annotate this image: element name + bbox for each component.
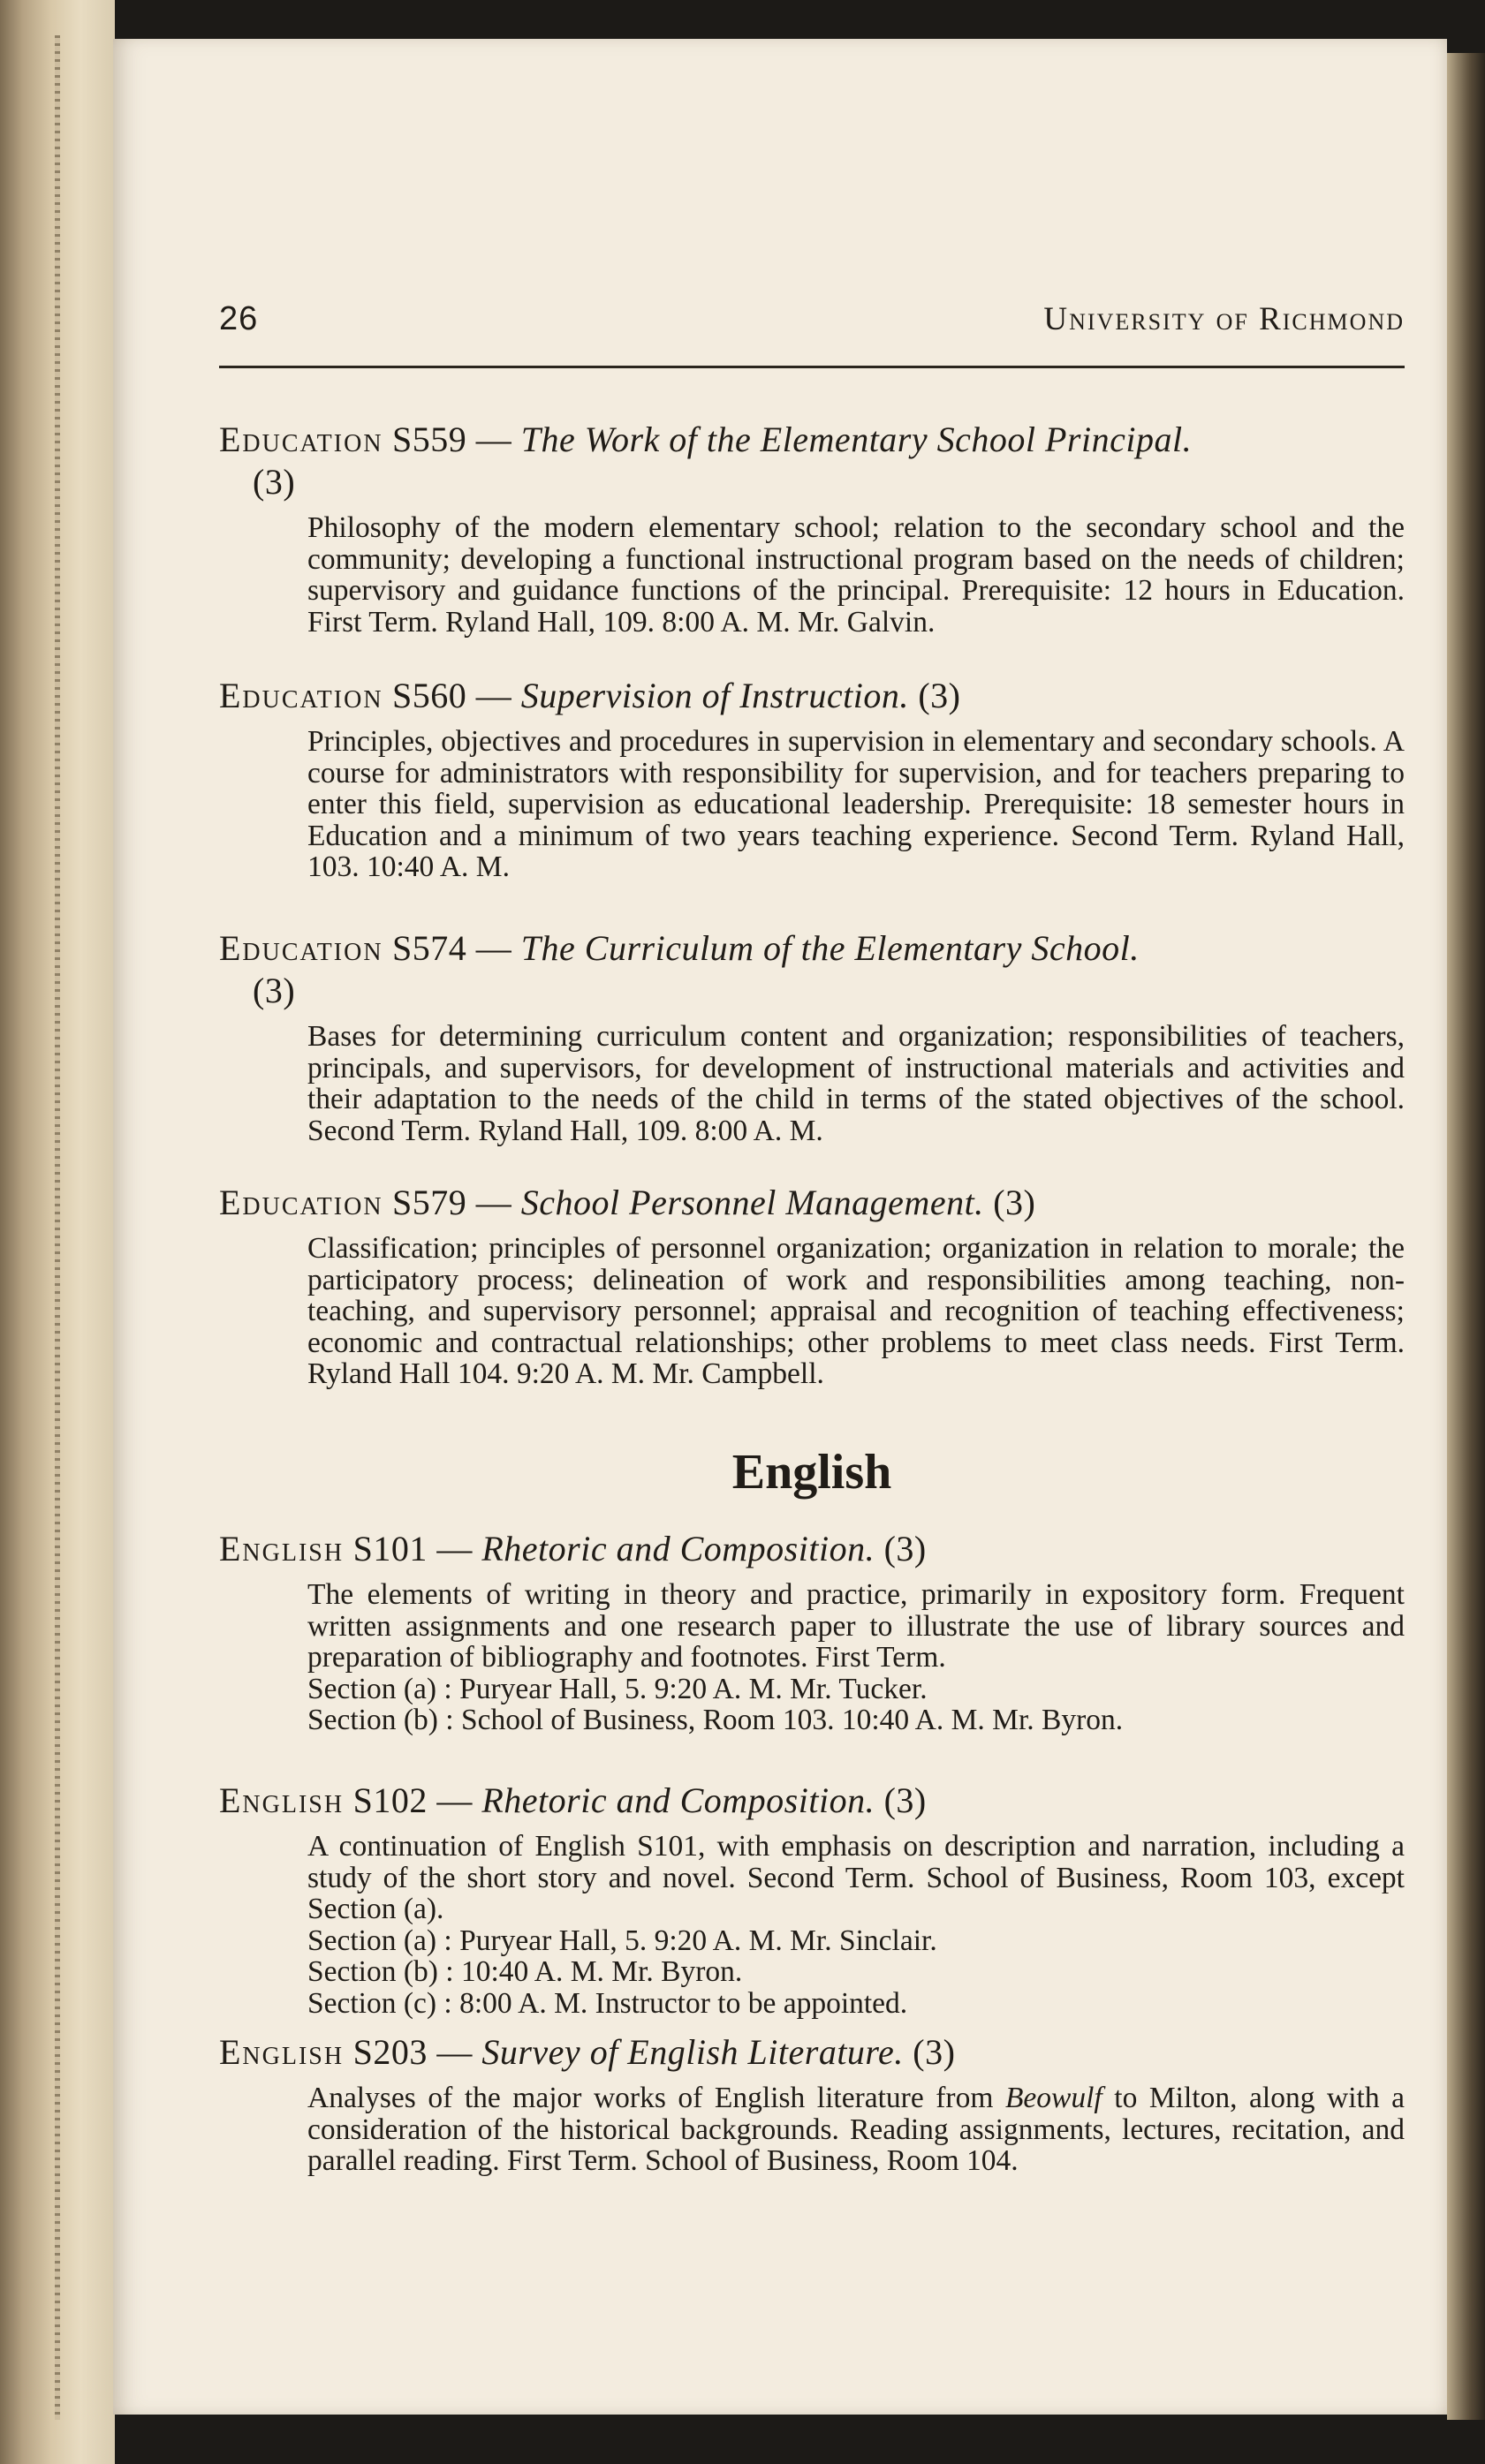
course-number: S579 xyxy=(392,1183,467,1222)
course-dash: — xyxy=(466,928,521,968)
course-title: Rhetoric and Composition. xyxy=(481,1780,875,1820)
course-number: S574 xyxy=(392,928,467,968)
course-credit: (3) xyxy=(883,1529,927,1568)
course-section: Section (b) : 10:40 A. M. Mr. Byron. xyxy=(307,1955,743,1988)
course-title: The Work of the Elementary School Principal. xyxy=(520,419,1193,459)
course-section: Section (b) : School of Business, Room 103. 10:40 A. M. Mr. Byron. xyxy=(307,1704,1124,1736)
header-rule xyxy=(219,366,1405,368)
course-section: Section (c) : 8:00 A. M. Instructor to be appointed. xyxy=(307,1986,908,2020)
course-title: Survey of English Literature. xyxy=(481,2032,904,2072)
course-dash: — xyxy=(427,1780,482,1820)
course-description: Principles, objectives and procedures in supervision in elementary and secondary schools. A course for administrators with responsibility for supervision, and for teachers preparing to enter this field, supervision as educational leadership. Prerequisite: 18 semester hours in Education and a minimum of two years teaching experience. Second Term. Ryland Hall, 103. 10:40 A. M. xyxy=(307,725,1405,883)
course-description: A continuation of English S101, with emphasis on description and narration, including a study of the short story and novel. Second Term. School of Business, Room 103, except Section (a). xyxy=(307,1830,1405,1925)
course-credit: (3) xyxy=(913,2032,956,2072)
course-title-line xyxy=(219,1528,1405,1570)
course-title-line xyxy=(219,675,1405,717)
course-entry xyxy=(219,1780,1405,2019)
course-number: S203 xyxy=(352,2032,428,2072)
course-entry xyxy=(219,927,1405,1146)
description-text: Analyses of the major works of English literature from xyxy=(307,2082,1005,2114)
course-dept: Education xyxy=(219,928,383,968)
course-description xyxy=(307,2082,1405,2177)
running-head xyxy=(219,300,1405,344)
course-credit: (3) xyxy=(993,1183,1036,1222)
course-credit: (3) xyxy=(253,971,296,1010)
course-number: S559 xyxy=(392,419,467,459)
course-title-line xyxy=(219,927,1405,1012)
course-dept: Education xyxy=(219,419,383,459)
course-dept: Education xyxy=(219,1183,383,1222)
course-title-line xyxy=(219,1780,1405,1822)
course-dept: English xyxy=(219,1529,345,1568)
course-title: Rhetoric and Composition. xyxy=(481,1529,875,1568)
course-title: The Curriculum of the Elementary School. xyxy=(520,928,1140,968)
course-description: Bases for determining curriculum content and organization; responsibilities of teachers, principals, and supervisors, for development of instructional materials and activities and their adaptation to the needs of the child in terms of the stated objectives of the school. Second Term. Ryland Hall, 109. 8:00 A. M. xyxy=(307,1020,1405,1147)
course-number: S101 xyxy=(352,1529,428,1568)
course-dash: — xyxy=(427,2032,482,2072)
course-title-line xyxy=(219,2031,1405,2074)
course-dash: — xyxy=(427,1529,482,1568)
course-dept: English xyxy=(219,1780,345,1820)
course-title-line xyxy=(219,1182,1405,1224)
course-entry xyxy=(219,419,1405,638)
section-heading: English xyxy=(731,1445,892,1500)
course-description: Classification; principles of personnel organization; organization in relation to morale; the participatory process; delineation of work and responsibilities among teaching, non-teaching, and supervisory personnel; appraisal and recognition of teaching effectiveness; economic and contractual relationships; other problems to meet class needs. First Term. Ryland Hall 104. 9:20 A. M. Mr. Campbell. xyxy=(307,1232,1405,1390)
course-dash: — xyxy=(466,676,521,715)
course-entry xyxy=(219,675,1405,883)
course-description: Philosophy of the modern elementary school; relation to the secondary school and the community; developing a functional instructional program based on the needs of children; supervisory and guidance functions of the principal. Prerequisite: 12 hours in Education. First Term. Ryland Hall, 109. 8:00 A. M. Mr. Galvin. xyxy=(307,511,1405,639)
course-dept: English xyxy=(219,2032,345,2072)
course-section: Section (a) : Puryear Hall, 5. 9:20 A. M. Mr. Sinclair. xyxy=(307,1924,937,1957)
course-title-line xyxy=(219,419,1405,503)
course-number: S102 xyxy=(352,1780,428,1820)
course-dept: Education xyxy=(219,676,383,715)
course-number: S560 xyxy=(392,676,467,715)
course-credit: (3) xyxy=(918,676,961,715)
course-entry xyxy=(219,2031,1405,2177)
course-entry xyxy=(219,1528,1405,1736)
description-text: to Milton, along with a consideration of the historical backgrounds. Reading assignments, lectures, recitation, and parallel reading. First Term. School of Business, Room 104. xyxy=(307,2082,1405,2177)
running-title: University of Richmond xyxy=(1043,301,1405,337)
work-title: Beowulf xyxy=(1004,2082,1102,2114)
page-number: 26 xyxy=(219,300,259,337)
course-section: Section (a) : Puryear Hall, 5. 9:20 A. M. Mr. Tucker. xyxy=(307,1672,928,1705)
page-shadow-edge xyxy=(1447,53,1485,2420)
course-credit: (3) xyxy=(253,462,296,502)
course-entry xyxy=(219,1182,1405,1390)
course-dash: — xyxy=(466,419,521,459)
course-description: The elements of writing in theory and practice, primarily in expository form. Frequent written assignments and one research paper to illustrate the use of library sources and preparation of bibliography and footnotes. First Term. xyxy=(307,1578,1405,1674)
course-title: School Personnel Management. xyxy=(520,1183,984,1222)
book-binding-edge xyxy=(0,0,115,2464)
course-credit: (3) xyxy=(883,1780,927,1820)
course-title: Supervision of Instruction. xyxy=(520,676,909,715)
course-dash: — xyxy=(466,1183,521,1222)
